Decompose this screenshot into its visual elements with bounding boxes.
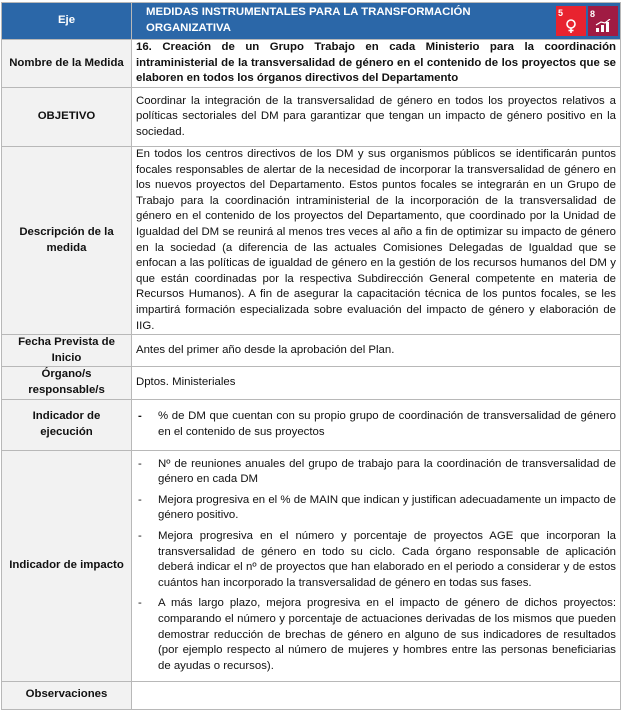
sdg-8-decent-work-icon: 8 [588, 6, 618, 36]
ejecucion-label: Indicador de ejecución [2, 399, 132, 450]
list-item: - Nº de reuniones anuales del grupo de trabajo para la coordinación de transversalidad de género en cada DM [136, 457, 616, 488]
observaciones-label: Observaciones [2, 681, 132, 709]
row-objetivo [2, 88, 621, 147]
axis-title-cell [132, 3, 621, 40]
objetivo-label: OBJETIVO [2, 88, 132, 147]
measure-table [1, 2, 621, 710]
row-organo [2, 367, 621, 399]
observaciones-value [132, 681, 621, 709]
fecha-label: Fecha Prevista de Inicio [2, 335, 132, 367]
list-item: - A más largo plazo, mejora progresiva en el impacto de género de dichos proyectos: comparando el número y porcentaje de actuaciones derivadas de los mismos que pueden demostrar reducción de brechas de género en alguno de sus indicadores de resultados (por ejemplo respecto al número de mujeres y hombres entre las personas beneficiarias de ayudas o recursos). [136, 596, 616, 674]
list-item: - % de DM que cuentan con su propio grupo de coordinación de transversalidad de género en el contenido de sus proyectos [136, 409, 616, 440]
nombre-value: 16. Creación de un Grupo Trabajo en cada Ministerio para la coordinación intraministerial de la transversalidad de género en el contenido de los proyectos que se elaboren en todos los órganos directivos del Departamento [132, 40, 621, 88]
row-nombre [2, 40, 621, 88]
sdg-icons [556, 6, 618, 36]
row-ejecucion [2, 399, 621, 450]
organo-label: Órgano/s responsable/s [2, 367, 132, 399]
impacto-value [132, 450, 621, 681]
row-descripcion [2, 147, 621, 335]
objetivo-value: Coordinar la integración de la transversalidad de género en todos los proyectos relativos a políticas sectoriales del DM para garantizar que tengan un impacto de género positivo en la sociedad. [132, 88, 621, 147]
list-item: - Mejora progresiva en el % de MAIN que indican y justifican adecuadamente un impacto de género positivo. [136, 493, 616, 524]
impacto-label: Indicador de impacto [2, 450, 132, 681]
growth-chart-icon [595, 19, 611, 33]
nombre-label: Nombre de la Medida [2, 40, 132, 88]
gender-symbol-icon [564, 18, 578, 34]
impacto-list [136, 457, 616, 675]
organo-value: Dptos. Ministeriales [132, 367, 621, 399]
row-observaciones [2, 681, 621, 709]
header-row [2, 3, 621, 40]
ejecucion-list [136, 409, 616, 440]
list-item: - Mejora progresiva en el número y porcentaje de proyectos AGE que incorporan la transversalidad de género en todo su ciclo. Cada órgano responsable de aplicación deberá indicar el nº de proyectos que han elaborado en el periodo a considerar y de estos cuántos han incorporado la transversalidad de género en todas sus fases. [136, 529, 616, 591]
ejecucion-value [132, 399, 621, 450]
fecha-value: Antes del primer año desde la aprobación del Plan. [132, 335, 621, 367]
descripcion-value: En todos los centros directivos de los DM y sus organismos públicos se identificarán puntos focales responsables de alertar de la necesidad de incorporar la transversalidad de género en los nuevos proyectos del Departamento. Estos puntos focales se integrarán en un Grupo de Trabajo para la coordinación intraministerial de la incorporación de la transversalidad de género en el contenido de los proyectos del Departamento, que coordinado por la Unidad de Igualdad del DM se reunirá al menos tres veces al año a fin de optimizar su impacto de género en la sociedad (a diferencia de las actuales Comisiones Delegadas de Igualdad que se enfocan a las políticas de igualdad de género en la gestión de los recursos humanos del DM y que están coordinadas por la respectiva Subdirección General competente en materia de Recursos Humanos). A fin de asegurar la capacitación técnica de los puntos focales, se les impartirá formación especializada sobre evaluación del impacto de género y elaboración de IIG. [132, 147, 621, 335]
descripcion-label: Descripción de la medida [2, 147, 132, 335]
row-fecha [2, 335, 621, 367]
sdg-5-gender-equality-icon: 5 [556, 6, 586, 36]
eje-label: Eje [2, 3, 132, 40]
row-impacto [2, 450, 621, 681]
axis-title: MEDIDAS INSTRUMENTALES PARA LA TRANSFORMACIÓN ORGANIZATIVA [146, 6, 471, 34]
